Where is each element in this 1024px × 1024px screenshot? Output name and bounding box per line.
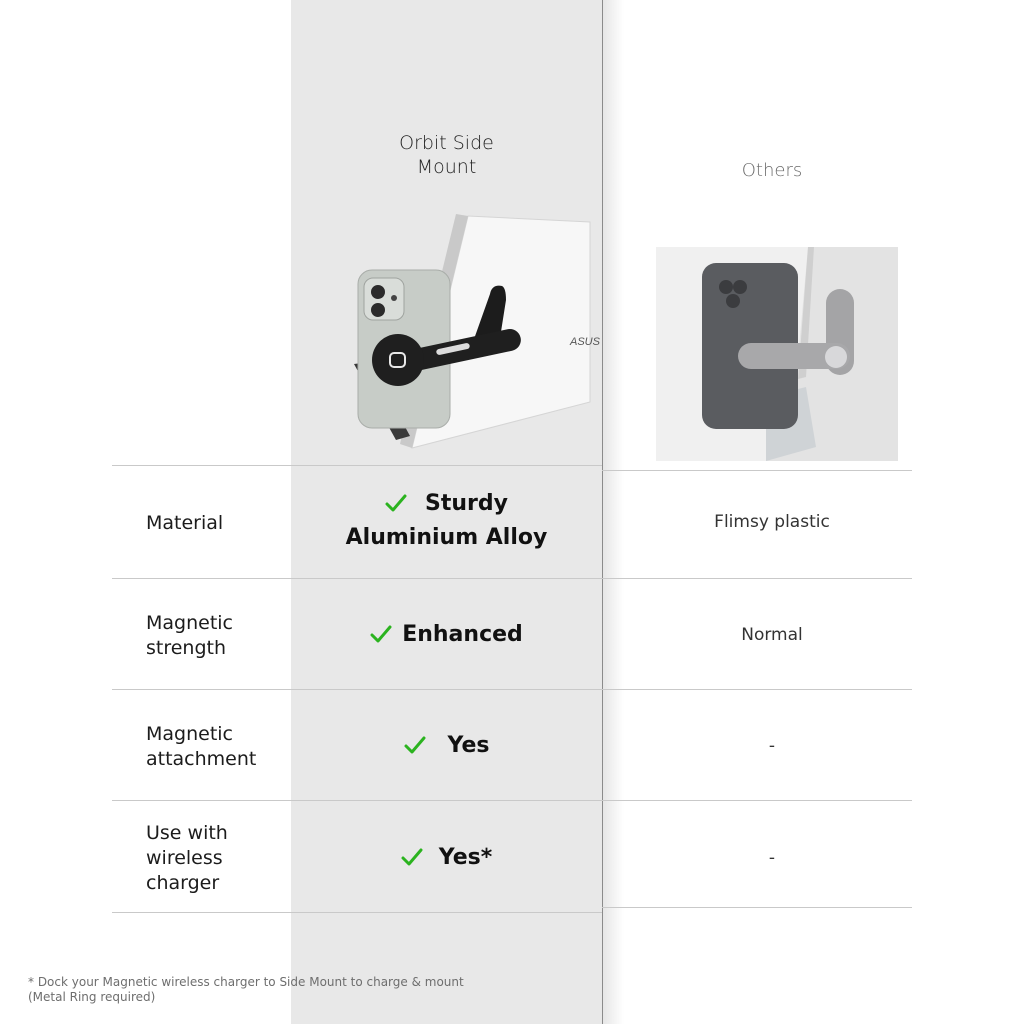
row-divider-5-right (602, 907, 912, 908)
row-divider-4 (112, 800, 912, 801)
row-label-line: Magnetic (146, 612, 234, 634)
row-label-line: Magnetic (146, 723, 234, 745)
column-header-ours-line1: Orbit Side (399, 132, 494, 154)
others-value-material: Flimsy plastic (714, 512, 830, 532)
row-divider-5 (112, 912, 602, 913)
footnote (28, 975, 464, 1005)
row-divider-1-right (602, 470, 912, 471)
row-label-magnetic-attachment (146, 722, 286, 772)
row-divider-2 (112, 578, 912, 579)
others-value-wireless-charger: - (768, 848, 776, 868)
check-icon (370, 624, 392, 646)
orbit-side-mount-image (340, 214, 600, 450)
row-divider-1 (112, 465, 602, 466)
check-icon (385, 493, 407, 515)
ours-cell-wireless-charger (291, 841, 602, 875)
ours-value-material (425, 490, 508, 518)
row-label-material (146, 511, 286, 536)
footnote-line: * Dock your Magnetic wireless charger to Side Mount to charge & mount (28, 975, 464, 989)
row-label-line: wireless (146, 847, 223, 869)
ours-cell-magnetic-strength (291, 618, 602, 652)
check-icon (401, 847, 423, 869)
column-header-others: Others (741, 160, 803, 181)
ours-value-line: Aluminium Alloy (345, 525, 548, 550)
row-label-line: Material (146, 512, 224, 534)
row-label-line: charger (146, 872, 220, 894)
others-mount-image (656, 247, 898, 461)
laptop-logo: ASUS (570, 336, 600, 348)
check-icon (404, 735, 426, 757)
others-value-magnetic-attachment: - (768, 736, 776, 756)
row-divider-3 (112, 689, 912, 690)
footnote-line: (Metal Ring required) (28, 990, 156, 1004)
row-label-wireless-charger (146, 821, 286, 896)
column-header-ours (291, 131, 602, 179)
row-label-line: Use with (146, 822, 228, 844)
ours-cell-magnetic-attachment (291, 729, 602, 763)
others-value-magnetic-strength: Normal (741, 625, 803, 645)
ours-value-line: Sturdy (425, 491, 508, 516)
row-label-line: attachment (146, 748, 257, 770)
ours-value-magnetic-attachment: Yes (447, 733, 490, 758)
ours-value-magnetic-strength: Enhanced (402, 622, 523, 647)
row-label-line: strength (146, 637, 227, 659)
row-label-magnetic-strength (146, 611, 286, 661)
ours-cell-material-line2 (291, 523, 602, 553)
column-header-ours-line2: Mount (416, 156, 477, 178)
ours-value-wireless-charger: Yes* (438, 845, 493, 870)
column-shadow (602, 0, 624, 1024)
